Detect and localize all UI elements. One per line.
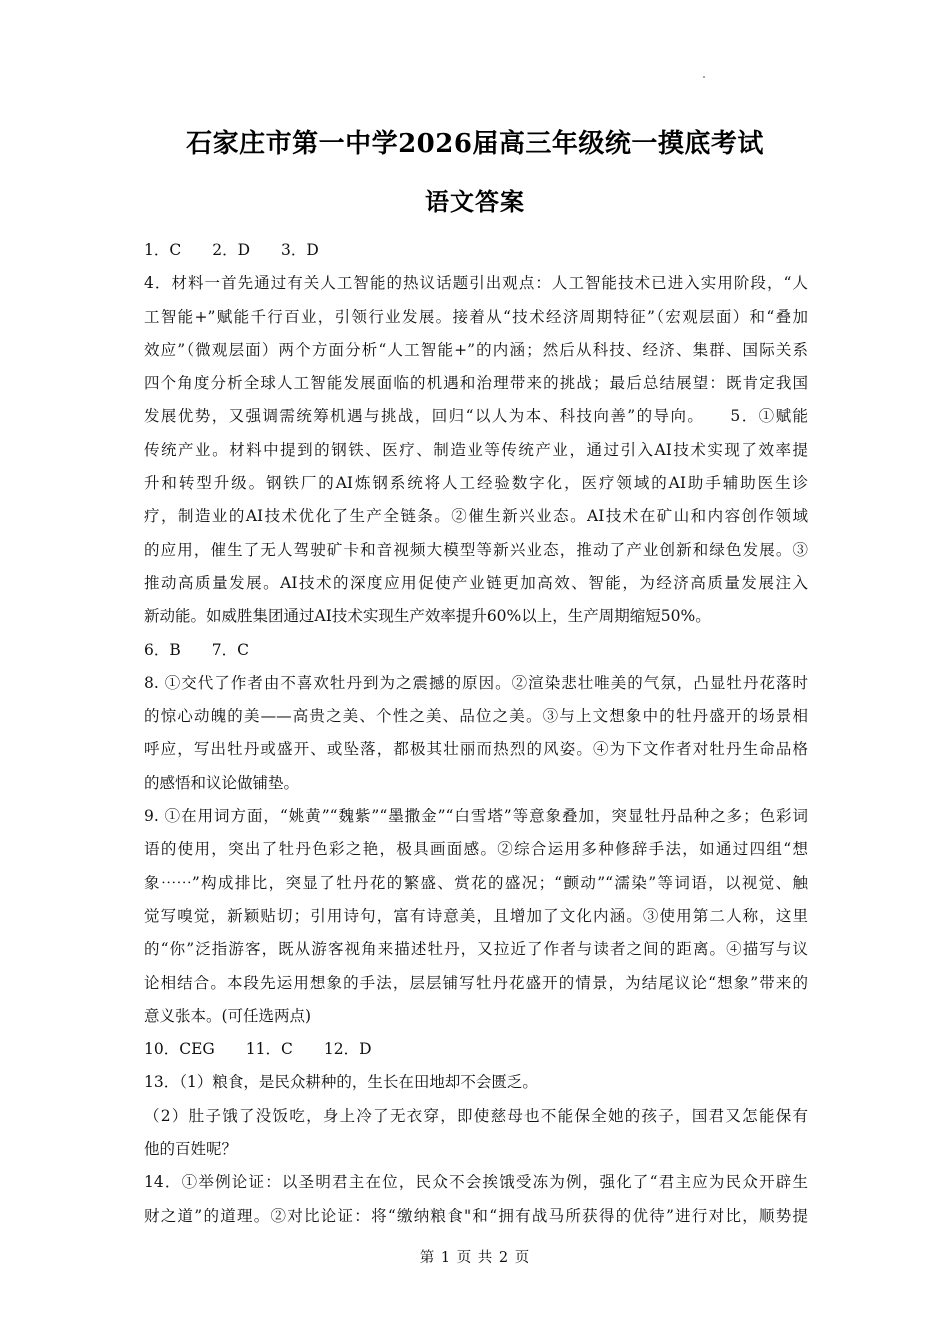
answer-line: 四个角度分析全球人工智能发展面临的机遇和治理带来的挑战；最后总结展望：既肯定我国 bbox=[144, 374, 808, 393]
answer-line: 1．C 2．D 3．D bbox=[144, 241, 319, 259]
answer-line: 新动能。如威胜集团通过AI技术实现生产效率提升60%以上，生产周期缩短50%。 bbox=[144, 607, 711, 626]
answer-line: （2）肚子饿了没饭吃，身上冷了无衣穿，即使慈母也不能保全她的孩子，国君又怎能保有 bbox=[144, 1106, 808, 1125]
answer-line: 语的使用，突出了牡丹色彩之艳，极具画面感。②综合运用多种修辞手法，如通过四组“想 bbox=[144, 840, 808, 859]
answer-line: 疗，制造业的AI技术优化了生产全链条。②催生新兴业态。AI技术在矿山和内容创作领域 bbox=[144, 507, 808, 526]
answer-line: 升和转型升级。钢铁厂的AI炼钢系统将人工经验数字化，医疗领域的AI助手辅助医生诊 bbox=[144, 474, 808, 493]
document-title: 石家庄市第一中学2026届高三年级统一摸底考试 bbox=[186, 129, 764, 159]
answer-line: 13．（1）粮食，是民众耕种的，生长在田地却不会匮乏。 bbox=[144, 1073, 538, 1092]
scan-dot bbox=[703, 76, 705, 78]
document-subtitle: 语文答案 bbox=[425, 187, 525, 216]
answer-body bbox=[144, 234, 808, 1233]
answer-line: 觉写嗅觉，新颖贴切；引用诗句，富有诗意美，且增加了文化内涵。③使用第二人称，这里 bbox=[144, 906, 808, 925]
answer-line: 发展优势，又强调需统筹机遇与挑战，回归“以人为本、科技向善”的导向。 5．①赋能 bbox=[144, 407, 808, 426]
answer-line: 的感悟和议论做铺垫。 bbox=[144, 773, 300, 792]
answer-line: 效应”（微观层面）两个方面分析“人工智能+”的内涵；然后从科技、经济、集群、国际关系 bbox=[144, 340, 808, 359]
answer-line: 4．材料一首先通过有关人工智能的热议话题引出观点：人工智能技术已进入实用阶段，“人 bbox=[144, 274, 808, 293]
answer-line: 10．CEG 11．C 12．D bbox=[144, 1040, 372, 1059]
answer-line: 论相结合。本段先运用想象的手法，层层铺写牡丹花盛开的情景，为结尾议论“想象”带来的 bbox=[144, 973, 808, 992]
answer-line: 的应用，催生了无人驾驶矿卡和音视频大模型等新兴业态，推动了产业创新和绿色发展。③ bbox=[144, 540, 808, 559]
answer-line: 呼应，写出牡丹或盛开、或坠落，都极其壮丽而热烈的风姿。④为下文作者对牡丹生命品格 bbox=[144, 740, 808, 759]
answer-line: 工智能+”赋能千行百业，引领行业发展。接着从“技术经济周期特征”（宏观层面）和“叠加 bbox=[144, 307, 808, 326]
answer-line: 推动高质量发展。AI技术的深度应用促使产业链更加高效、智能，为经济高质量发展注入 bbox=[144, 573, 808, 592]
answer-line: 他的百姓呢？ bbox=[144, 1140, 238, 1159]
answer-line: 9. ①在用词方面，“姚黄”“魏紫”“墨撒金”“白雪塔”等意象叠加，突显牡丹品种之多；色彩词 bbox=[144, 807, 808, 826]
answer-line: 6．B 7．C bbox=[144, 640, 249, 659]
answer-line: 14．①举例论证：以圣明君主在位，民众不会挨饿受冻为例，强化了“君主应为民众开辟生 bbox=[144, 1173, 808, 1192]
answer-line: 的惊心动魄的美——高贵之美、个性之美、品位之美。③与上文想象中的牡丹盛开的场景相 bbox=[144, 707, 808, 726]
answer-line: 象⋯⋯”构成排比，突显了牡丹花的繁盛、赏花的盛况；“颤动”“濡染”等词语，以视觉、触 bbox=[144, 873, 808, 892]
answer-line: 财之道”的道理。②对比论证：将“缴纳粮食"和“拥有战马所获得的优待”进行对比，顺势提 bbox=[144, 1206, 808, 1225]
answer-line: 的“你”泛指游客，既从游客视角来描述牡丹，又拉近了作者与读者之间的距离。④描写与议 bbox=[144, 940, 808, 959]
answer-line: 8. ①交代了作者由不喜欢牡丹到为之震撼的原因。②渲染悲壮唯美的气氛，凸显牡丹花落时 bbox=[144, 673, 808, 692]
answer-line: 传统产业。材料中提到的钢铁、医疗、制造业等传统产业，通过引入AI技术实现了效率提 bbox=[144, 440, 808, 459]
answer-line: 意义张本。(可任选两点) bbox=[144, 1006, 312, 1025]
page-footer: 第 1 页 共 2 页 bbox=[419, 1250, 531, 1266]
